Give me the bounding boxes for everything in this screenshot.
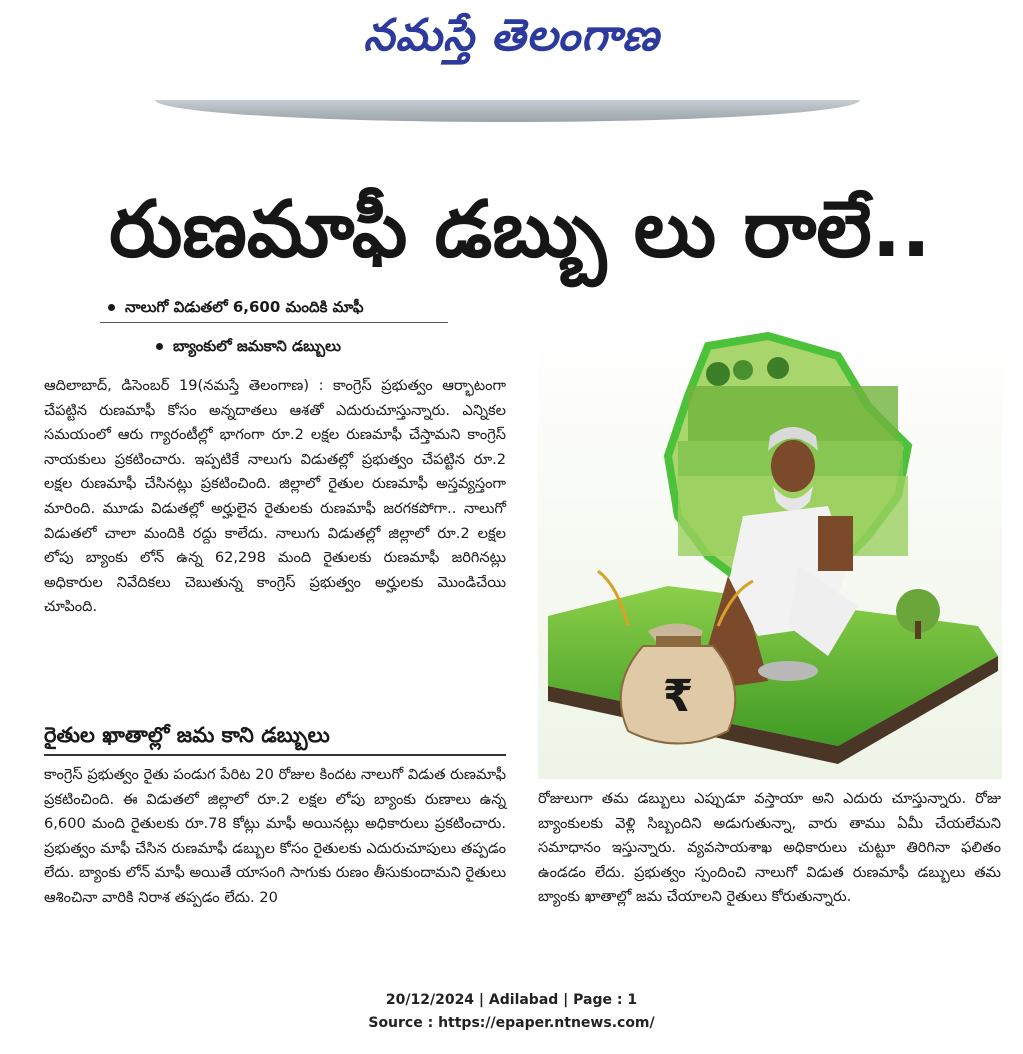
bullet-icon	[108, 304, 115, 311]
rupee-symbol: ₹	[662, 671, 694, 722]
footer-source[interactable]: Source : https://epaper.ntnews.com/	[368, 1015, 655, 1031]
newspaper-logo: నమస్తే తెలంగాణ	[363, 10, 660, 61]
footer-edition-info: 20/12/2024 | Adilabad | Page : 1	[385, 992, 638, 1008]
article-paragraph-1: ఆదిలాబాద్, డిసెంబర్ 19(నమస్తే తెలంగాణ) : కాంగ్రెస్ ప్రభుత్వం ఆర్భాటంగా చేపట్టిన రుణమాఫీ కోసం అన్నదాతలు ఆశతో ఎదురుచూస్తున్నారు. ఎన్నికల సమయంలో ఆరు గ్యారంటీల్లో భాగంగా రూ.2 లక్షల రుణమాఫీ చేస్తామని కాంగ్రెస్ నాయకులు ప్రకటించారు. ఇప్పటికే నాలుగు విడుతల్లో ప్రభుత్వం చేపట్టిన రూ.2 లక్షల రుణమాఫీ చేసినట్లు ప్రకటించింది. జిల్లాలో రైతుల రుణమాఫీ అస్తవ్యస్తంగా మారింది. మూడు విడుతల్లో అర్హులైన రైతులకు రుణమాఫీ జరగకపోగా.. నాలుగో విడుతలో చాలా మందికి రద్దు కాలేదు. నాలుగు విడుతల్లో జిల్లాలో రూ.2 లక్షల లోపు బ్యాంకు లోన్ ఉన్న 62,298 మంది రైతులకు రుణమాఫీ జరిగినట్లు అధికారుల నివేదికలు చెబుతున్న కాంగ్రెస్ ప్రభుత్వం అర్హులకు మొండిచేయి చూపింది.	[44, 377, 506, 616]
section-rule	[44, 754, 506, 756]
subhead-1	[108, 298, 364, 320]
subhead-1-text: నాలుగో విడుతలో 6,600 మందికి మాఫీ	[125, 298, 364, 316]
subhead-divider	[100, 322, 448, 323]
subhead-2	[156, 337, 341, 359]
article-headline: రుణమాఫీ డబ్బు లు రాలే..	[109, 185, 931, 275]
article-paragraph-2: కాంగ్రెస్ ప్రభుత్వం రైతు పండుగ పేరిట 20 రోజుల కిందట నాలుగో విడుత రుణమాఫీ ప్రకటించింది. ఈ విడుతలో జిల్లాలో రూ.2 లక్షల లోపు బ్యాంకు రుణాలు ఉన్న 6,600 మంది రైతులకు రూ.78 కోట్లు మాఫీ అయినట్లు అధికారులు ప్రకటించారు. ప్రభుత్వం మాఫీ చేసిన రుణమాఫీ డబ్బుల కోసం రైతులకు ఎదురుచూపులు తప్పడం లేదు. బ్యాంకు లోన్ మాఫీ అయితే యాసంగి సాగుకు రుణం తీసుకుందామని రైతులు ఆశించినా వారికి నిరాశ తప్పడం లేదు. 20	[44, 766, 506, 906]
article-paragraph-3: రోజులుగా తమ డబ్బులు ఎప్పుడూ వస్తాయా అని ఎదురు చూస్తున్నారు. రోజు బ్యాంకులకు వెళ్లి సిబ్బందిని అడుగుతున్నా, వారు తాము ఏమీ చేయలేమని సమాధానం ఇస్తున్నారు. వ్యవసాయశాఖ అధికారులు చుట్టూ తిరిగినా ఫలితం ఉండడం లేదు. ప్రభుత్వం స్పందించి నాలుగో విడుత రుణమాఫీ డబ్బులు తమ బ్యాంకు ఖాతాల్లో జమ చేయాలని రైతులు కోరుతున్నారు.	[538, 790, 1001, 906]
bullet-icon	[156, 343, 163, 350]
subhead-2-text: బ్యాంకులో జమకాని డబ్బులు	[173, 337, 341, 355]
masthead-arc-divider	[155, 100, 860, 122]
farmer-illustration-svg	[538, 326, 1002, 779]
masthead	[0, 0, 1023, 80]
section-heading: రైతుల ఖాతాల్లో జమ కాని డబ్బులు	[44, 723, 330, 747]
farmer-illustration	[538, 326, 1002, 779]
